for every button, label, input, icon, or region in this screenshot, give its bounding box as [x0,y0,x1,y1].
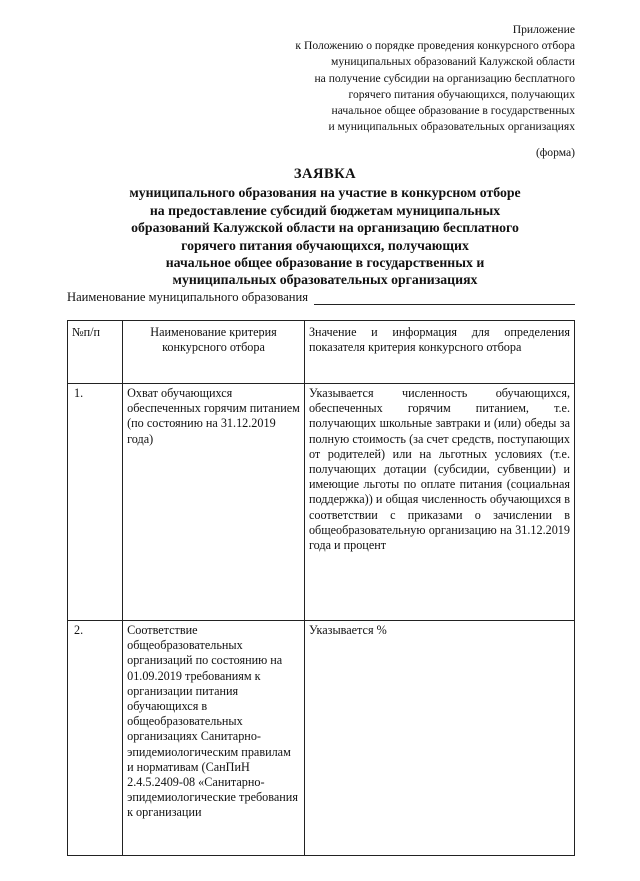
table-row [68,384,575,621]
municipality-field [67,290,575,305]
header-value: Значение и информация для определения показателя критерия конкурсного отбора [304,321,574,384]
row-value: Указывается численность обучающихся, обеспеченных горячим питанием, т.е. получающих школьные завтраки и (или) обеды за полную стоимость (за счет средств, поступающих от родителей) или на льготных условиях (т.е. получающих дотации (субсидии, субвенции) и имеющие льготы по оплате питания (социальная поддержка)) и общая численность обучающихся в соответствии с приказами о зачислении в общеобразовательную организацию на 31.12.2019 года и процент [304,384,574,621]
appendix-block [270,22,575,162]
appendix-line: горячего питания обучающихся, получающих [348,87,575,101]
title-line: горячего питания обучающихся, получающих [181,237,469,253]
title-main: ЗАЯВКА [293,166,357,182]
document-title [60,166,590,289]
appendix-line: и муниципальных образовательных организациях [328,120,575,134]
title-line: муниципальных образовательных организациях [172,272,478,288]
table-row [68,621,575,856]
criteria-table [67,320,575,856]
row-criterion: Охват обучающихся обеспеченных горячим питанием (по состоянию на 31.12.2019 года) [123,384,305,621]
row-num: 2. [68,621,123,856]
table-header-row [68,321,575,384]
title-line: на предоставление субсидий бюджетам муниципальных [149,202,501,218]
appendix-line: к Положению о порядке проведения конкурсного отбора [295,39,575,53]
appendix-line: Приложение [512,23,575,36]
appendix-line: начальное общее образование в государственных [331,104,575,118]
appendix-line: муниципальных образований Калужской области [331,55,575,69]
header-num: №п/п [68,321,123,384]
title-line: муниципального образования на участие в конкурсном отборе [129,185,521,201]
header-criterion: Наименование критерия конкурсного отбора [123,321,305,384]
municipality-label: Наименование муниципального образования [67,290,309,304]
title-line: образований Калужской области на организацию бесплатного [131,220,519,236]
municipality-input-line[interactable] [314,290,575,305]
row-value: Указывается % [304,621,574,856]
form-label: (форма) [535,146,575,160]
row-criterion: Соответствие общеобразовательных организаций по состоянию на 01.09.2019 требованиям к организации питания обучающихся в общеобразовательных организациях Санитарно-эпидемиологическим правилам и нормативам (СанПиН 2.4.5.2409-08 «Санитарно-эпидемиологические требования к организации [123,621,305,856]
row-num: 1. [68,384,123,621]
title-line: начальное общее образование в государственных и [165,255,485,271]
appendix-line: на получение субсидии на организацию бесплатного [314,71,575,85]
